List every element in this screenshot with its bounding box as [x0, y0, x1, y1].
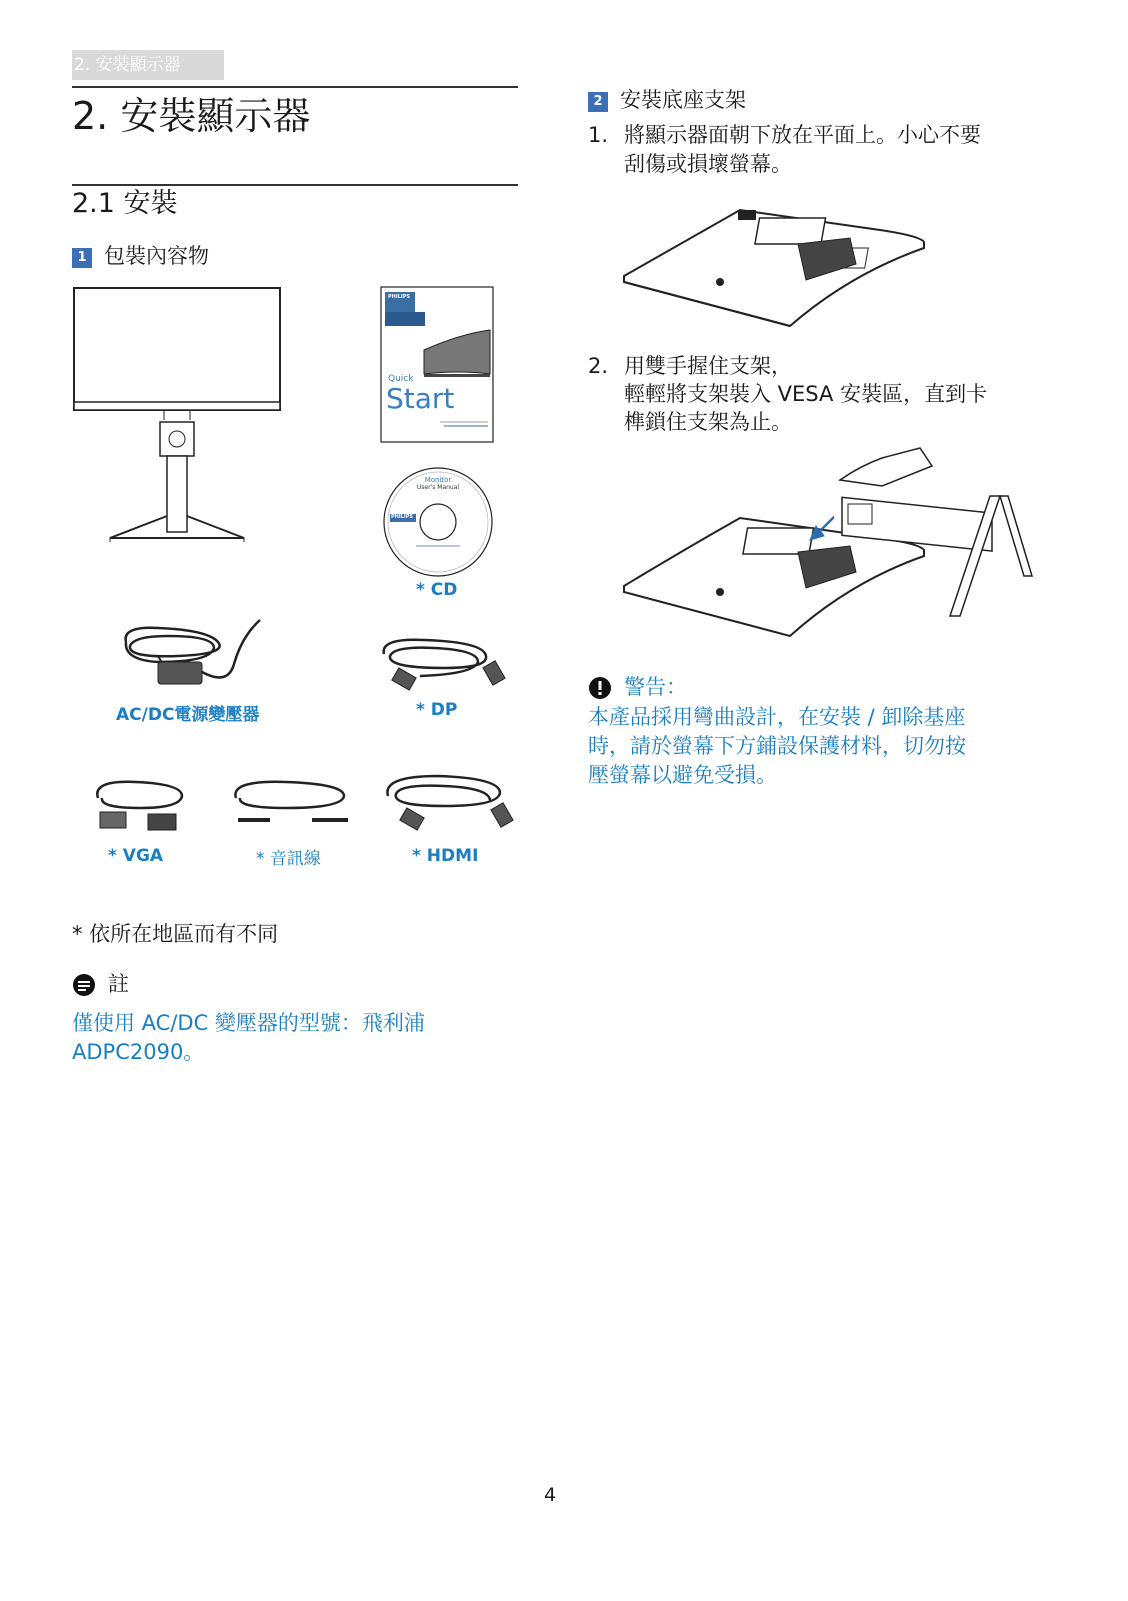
- quickstart-small: Quick: [388, 374, 414, 384]
- dp-cable-illustration: [374, 634, 510, 698]
- note-text-1: 僅使用 AC/DC 變壓器的型號：飛利浦: [72, 1011, 425, 1035]
- monitor-facedown-illustration: [620, 204, 930, 330]
- cd-title: Monitor: [424, 476, 452, 484]
- audio-label: * 音訊線: [256, 849, 321, 869]
- step1-heading: [72, 242, 209, 270]
- step2-title: 安裝底座支架: [620, 88, 746, 112]
- step2-item1-line1: 將顯示器面朝下放在平面上。小心不要: [624, 123, 981, 147]
- note-text-2: ADPC2090。: [72, 1040, 205, 1064]
- warning-line3: 壓螢幕以避免受損。: [588, 763, 777, 787]
- warning-title: 警告：: [624, 675, 687, 699]
- audio-cable-illustration: [226, 776, 356, 836]
- step2-item1-line2: 刮傷或損壞螢幕。: [624, 152, 792, 176]
- quickstart-guide-illustration: [380, 286, 494, 444]
- quickstart-brand: PHILIPS: [388, 294, 411, 300]
- region-note: * 依所在地區而有不同: [72, 922, 279, 946]
- chapter-title: 2. 安裝顯示器: [72, 94, 311, 138]
- vga-cable-illustration: [90, 776, 190, 836]
- warning-icon: [588, 676, 612, 700]
- step2-item1-num: 1.: [588, 123, 609, 147]
- cd-brand: PHILIPS: [391, 514, 414, 520]
- dp-label: * DP: [416, 700, 458, 720]
- vga-label: * VGA: [108, 846, 164, 866]
- warning-line1: 本產品採用彎曲設計，在安裝 / 卸除基座: [588, 705, 966, 729]
- cd-subtitle: User's Manual: [416, 484, 460, 491]
- note-title: 註: [108, 972, 129, 996]
- step2-item2-line2: 輕輕將支架裝入 VESA 安裝區，直到卡: [624, 382, 988, 406]
- step2-heading: [588, 86, 746, 114]
- section-title: 2.1 安裝: [72, 188, 178, 219]
- step2-item2-num: 2.: [588, 354, 609, 378]
- cd-label: * CD: [416, 580, 458, 600]
- running-header: 2. 安裝顯示器: [72, 50, 224, 80]
- section-rule: [72, 184, 518, 186]
- hdmi-label: * HDMI: [412, 846, 479, 866]
- adapter-label: AC/DC電源變壓器: [116, 705, 260, 725]
- page-number: 4: [543, 1484, 557, 1506]
- step2-item2-line1: 用雙手握住支架，: [624, 354, 792, 378]
- quickstart-big: Start: [386, 382, 455, 415]
- note-icon: [72, 973, 96, 997]
- stand-attach-illustration: [620, 446, 1036, 640]
- monitor-illustration: [72, 286, 282, 546]
- chapter-rule: [72, 86, 518, 88]
- step1-number: 1: [72, 248, 92, 268]
- hdmi-cable-illustration: [378, 772, 518, 838]
- power-adapter-illustration: [118, 614, 268, 690]
- step1-title: 包裝內容物: [104, 244, 209, 268]
- step2-number: 2: [588, 92, 608, 112]
- warning-line2: 時，請於螢幕下方鋪設保護材料，切勿按: [588, 734, 966, 758]
- step2-item2-line3: 榫鎖住支架為止。: [624, 410, 792, 434]
